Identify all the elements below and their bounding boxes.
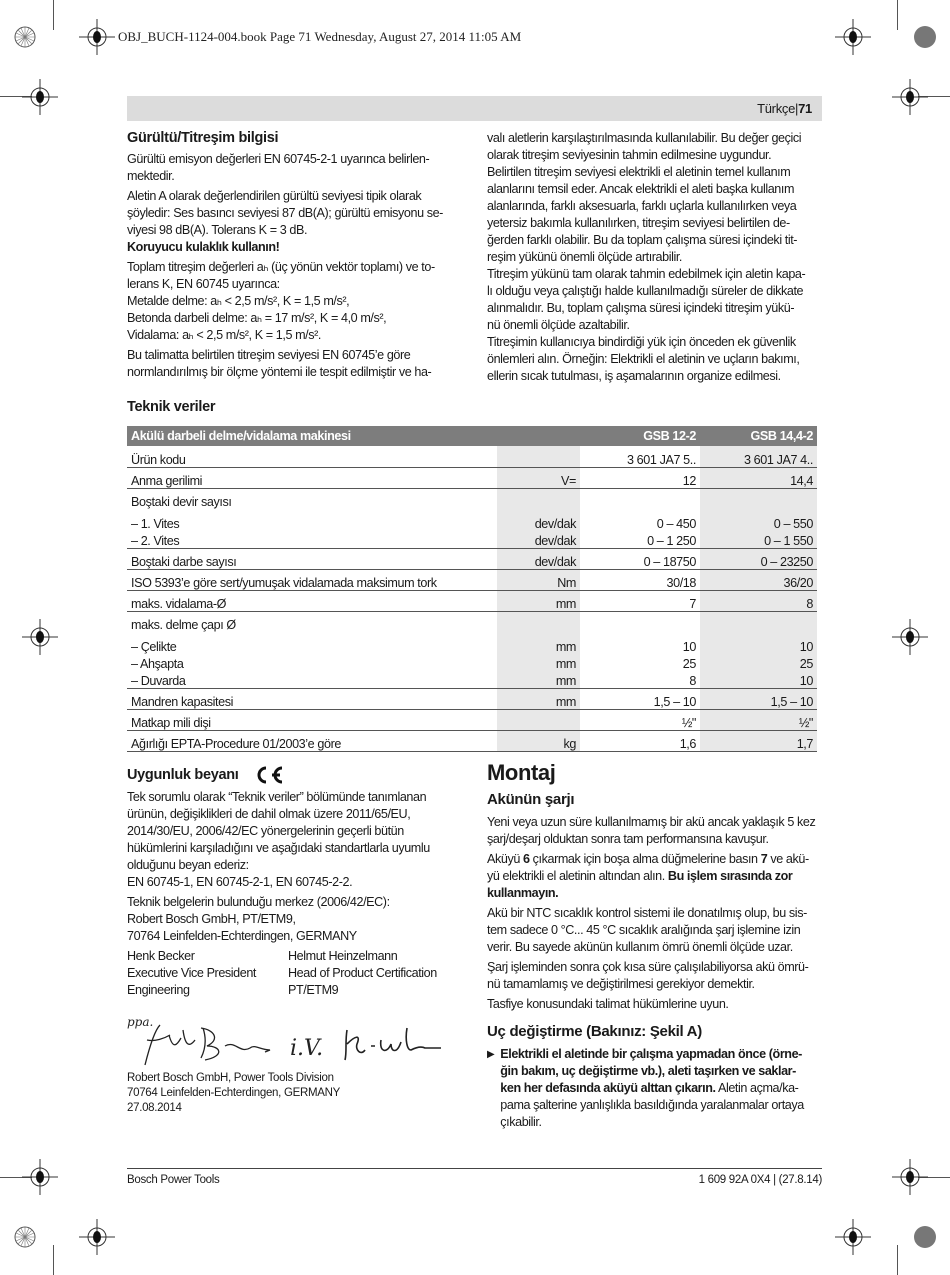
- table-row: [127, 590, 817, 611]
- row-unit: [497, 446, 580, 467]
- value-gsb-14-4-2: 10: [700, 671, 817, 688]
- signature-becker: [145, 1025, 270, 1065]
- table-subrow: [127, 671, 817, 688]
- table-header-row: [127, 426, 817, 446]
- battery-ref: 6: [522, 852, 530, 866]
- ce-mark-icon: [253, 765, 285, 785]
- registration-target-icon: [22, 1159, 58, 1195]
- registration-target-icon: [79, 1219, 115, 1255]
- section-title: Montaj: [487, 760, 556, 785]
- value-gsb-14-4-2: 36/20: [700, 569, 817, 590]
- row-unit: mm: [497, 632, 580, 654]
- row-label: maks. vidalama-Ø: [127, 590, 497, 611]
- row-unit: dev/dak: [497, 531, 580, 548]
- registration-target-icon: [22, 79, 58, 115]
- tech-data-table: [127, 426, 817, 752]
- iv-annotation: i.V.: [290, 1036, 324, 1061]
- paragraph: Aletin A olarak değerlendirilen gürültü seviyesi tipik olarak şöyledir: Ses basıncı seviyesi 87 dB(A); gürültü emisyonu se- viyesi 98 dB(A). Tolerans K = 3 dB.: [127, 189, 443, 237]
- signatures: [125, 1010, 445, 1070]
- row-label: Anma gerilimi: [127, 467, 497, 488]
- text: ve akü- yü elektrikli el aletinin altından alın.: [487, 852, 809, 883]
- value-gsb-12-2: 30/18: [580, 569, 700, 590]
- value-gsb-12-2: 1,5 – 10: [580, 688, 700, 709]
- footer-left: Bosch Power Tools: [127, 1174, 220, 1186]
- value-gsb-12-2: ½": [580, 709, 700, 730]
- value-gsb-12-2: 10: [682, 640, 696, 654]
- table-row: [127, 569, 817, 590]
- value-gsb-12-2: 25: [682, 657, 696, 671]
- value-gsb-12-2: 0 – 450: [656, 517, 696, 531]
- value-gsb-12-2: [580, 611, 700, 632]
- noise-section-right: [487, 130, 827, 388]
- gray-circle-icon: [914, 1226, 936, 1248]
- table-row: [127, 688, 817, 709]
- row-label: Matkap mili dişi: [127, 709, 497, 730]
- row-label: maks. delme çapı Ø: [131, 618, 236, 632]
- value-gsb-14-4-2: 25: [700, 654, 817, 671]
- signer-2: Helmut Heinzelmann Head of Product Certification PT/ETM9: [288, 949, 437, 997]
- value-gsb-14-4-2: [700, 611, 817, 632]
- value-gsb-12-2: 0 – 18750: [580, 548, 700, 569]
- registration-target-icon: [892, 79, 928, 115]
- value-gsb-12-2: 8: [580, 671, 700, 688]
- table-row: [127, 611, 817, 632]
- row-unit: dev/dak: [497, 548, 580, 569]
- tech-title-wrap: [127, 399, 215, 420]
- value-gsb-14-4-2: 0 – 550: [700, 509, 817, 531]
- warning: Elektrikli el aletinde bir çalışma yapmadan önce (örne- ğin bakım, uç değiştirme vb.), aleti taşırken ve saklar- ken her defasında aküyü alttan çıkarın.: [500, 1047, 802, 1095]
- warning: Bu işlem sırasında zor kullanmayın.: [487, 869, 793, 900]
- page-header: [127, 96, 822, 121]
- montaj-section: [487, 760, 832, 1134]
- paragraph: valı aletlerin karşılaştırılmasında kullanılabilir. Bu değer geçici olarak titreşim seviyesinin tahmin edilmesine uygundur. Belirtilen titreşim seviyesi elektrikli el aletinin temel kullanım alanlarını temsil eder. Ancak elektrikli el aleti başka kullanım alanlarında, farklı aksesuarla, farklı uçlarla kullanılırken veya yetersiz bakımla kullanılırken, titreşim seviyesi belirtilen de- ğerden farklı olabilir. Bu da toplam çalışma süresi içindeki tit- reşim yükünü önemli ölçüde artırabilir. Titreşim yükünü tam olarak tahmin edebilmek için aletin kapa- lı olduğu veya çalıştığı halde kullanılmadığı süreler de dikkate alınmalıdır. Bu, toplam çalışma süresi içindeki titreşim yükü- nü önemli ölçüde azaltabilir. Titreşimin kullanıcıya bindirdiği yük için önceden ek güvenlik önlemleri alın. Örneğin: Elektrikli el aletinin ve uçların bakımı, ellerin sıcak tutulması, iş aşamalarının organize edilmesi.: [487, 131, 806, 383]
- button-ref: 7: [760, 852, 768, 866]
- section-title: Uygunluk beyanı: [127, 766, 239, 783]
- table-row: [127, 488, 817, 509]
- value-gsb-12-2: 1,6: [580, 730, 700, 751]
- value-gsb-14-4-2: ½": [700, 709, 817, 730]
- text: Aletin açma/ka- pama şalterine yanlışlıkla basıldığında yaralanmalar ortaya çıkabilir.: [500, 1081, 804, 1129]
- row-label: Boştaki darbe sayısı: [127, 548, 497, 569]
- row-unit: mm: [497, 688, 580, 709]
- registration-target-icon: [79, 19, 115, 55]
- value-gsb-12-2: 0 – 1 250: [580, 531, 700, 548]
- row-label: – Çelikte: [131, 640, 177, 654]
- header-text: [757, 101, 812, 116]
- signature-heinzelmann: [345, 1028, 441, 1060]
- warning: Koruyucu kulaklık kullanın!: [127, 240, 280, 254]
- page-footer: [127, 1168, 822, 1186]
- bullet-text: [500, 1046, 804, 1131]
- row-unit: mm: [497, 654, 580, 671]
- row-unit: V=: [497, 467, 580, 488]
- section-title-row: [127, 765, 467, 785]
- table-row: [127, 467, 817, 488]
- registration-target-icon: [22, 619, 58, 655]
- starburst-icon: [15, 27, 35, 47]
- row-label: – 1. Vites: [131, 517, 180, 531]
- table-row: [127, 446, 817, 467]
- paragraph: Toplam titreşim değerleri aₕ (üç yönün vektör toplamı) ve to- lerans K, EN 60745 uyarınca: Metalde delme: aₕ < 2,5 m/s², K = 1,5 m/s², Betonda darbeli delme: aₕ = 17 m/s², K = 4,0 m/s², Vidalama: aₕ < 2,5 m/s², K = 1,5 m/s².: [127, 260, 435, 342]
- row-unit: mm: [497, 590, 580, 611]
- table-subrow: [127, 509, 817, 531]
- value-gsb-12-2: 3 601 JA7 5..: [580, 446, 700, 467]
- paragraph: [487, 851, 832, 902]
- value-gsb-14-4-2: 8: [700, 590, 817, 611]
- value-gsb-14-4-2: 0 – 23250: [700, 548, 817, 569]
- section-title: Teknik veriler: [127, 399, 216, 415]
- paragraph: Gürültü emisyon değerleri EN 60745-2-1 uyarınca belirlen- mektedir.: [127, 152, 430, 183]
- row-unit: dev/dak: [497, 509, 580, 531]
- signers: [127, 948, 467, 1002]
- value-gsb-12-2: [580, 488, 700, 509]
- paragraph: Teknik belgelerin bulunduğu merkez (2006/42/EC): Robert Bosch GmbH, PT/ETM9, 70764 Leinfelden-Echterdingen, GERMANY: [127, 895, 390, 943]
- table-row: [127, 548, 817, 569]
- subsection-title: Uç değiştirme (Bakınız: Şekil A): [487, 1023, 702, 1040]
- print-info: OBJ_BUCH-1124-004.book Page 71 Wednesday, August 27, 2014 11:05 AM: [118, 29, 522, 44]
- value-gsb-12-2: 12: [580, 467, 700, 488]
- column-header: Akülü darbeli delme/vidalama makinesi: [127, 426, 497, 446]
- row-label: Ağırlığı EPTA-Procedure 01/2003’e göre: [127, 730, 497, 751]
- column-header: GSB 14,4-2: [700, 426, 817, 446]
- section-title: Gürültü/Titreşim bilgisi: [127, 130, 279, 146]
- value-gsb-14-4-2: 10: [700, 632, 817, 654]
- paragraph: Yeni veya uzun süre kullanılmamış bir akü ancak yaklaşık 5 kez şarj/deşarj olduktan sonra tam performansına kavuşur.: [487, 815, 816, 846]
- row-label: Ürün kodu: [127, 446, 497, 467]
- starburst-icon: [15, 1227, 35, 1247]
- footer-right: 1 609 92A 0X4 | (27.8.14): [698, 1174, 822, 1186]
- paragraph: Tasfiye konusundaki talimat hükümlerine uyun.: [487, 997, 729, 1011]
- row-unit: kg: [497, 730, 580, 751]
- registration-target-icon: [835, 19, 871, 55]
- registration-target-icon: [892, 1159, 928, 1195]
- ppa-annotation: ppa.: [127, 1015, 154, 1029]
- table-subrow: [127, 654, 817, 671]
- value-gsb-14-4-2: 14,4: [700, 467, 817, 488]
- row-label: – Ahşapta: [131, 657, 184, 671]
- row-label: – 2. Vites: [127, 531, 497, 548]
- subsection-title: Akünün şarjı: [487, 791, 575, 808]
- column-header: GSB 12-2: [580, 426, 700, 446]
- row-unit: Nm: [497, 569, 580, 590]
- gray-circle-icon: [914, 26, 936, 48]
- row-unit: mm: [497, 671, 580, 688]
- text: Aküyü: [487, 852, 523, 866]
- signer-1: Henk Becker Executive Vice President Engineering: [127, 949, 256, 997]
- value-gsb-14-4-2: 3 601 JA7 4..: [700, 446, 817, 467]
- row-label: Mandren kapasitesi: [127, 688, 497, 709]
- table-row: [127, 709, 817, 730]
- text: çıkarmak için boşa alma düğmelerine basın: [529, 852, 761, 866]
- paragraph: Bu talimatta belirtilen titreşim seviyesi EN 60745’e göre normlandırılmış bir ölçme yöntemi ile tespit edilmiştir ve ha-: [127, 348, 432, 379]
- bullet-item: [487, 1046, 832, 1134]
- value-gsb-14-4-2: 1,7: [700, 730, 817, 751]
- value-gsb-12-2: 7: [580, 590, 700, 611]
- row-label: ISO 5393’e göre sert/yumuşak vidalamada maksimum tork: [127, 569, 497, 590]
- table-row: [127, 730, 817, 751]
- page-number: 71: [798, 101, 812, 116]
- table-subrow: [127, 632, 817, 654]
- language-label: Türkçe: [757, 101, 796, 116]
- value-gsb-14-4-2: [700, 488, 817, 509]
- noise-section-left: [127, 130, 457, 384]
- row-unit: [497, 488, 580, 509]
- paragraph: Tek sorumlu olarak “Teknik veriler” bölümünde tanımlanan ürünün, değişiklikleri de dahil olmak üzere 2011/65/EU, 2014/30/EU, 2006/42/EC yönergelerinin geçerli bütün hükümlerini karşıladığını ve aşağıdaki standartlarla uyumlu olduğunu beyan ederiz: EN 60745-1, EN 60745-2-1, EN 60745-2-2.: [127, 790, 430, 889]
- registration-target-icon: [835, 1219, 871, 1255]
- bullet-arrow-icon: ▶: [487, 1049, 495, 1060]
- row-label: – Duvarda: [127, 671, 497, 688]
- row-unit: [497, 709, 580, 730]
- table-subrow: [127, 531, 817, 548]
- company-address: Robert Bosch GmbH, Power Tools Division 70764 Leinfelden-Echterdingen, GERMANY 27.08.2014: [127, 1072, 340, 1114]
- registration-target-icon: [892, 619, 928, 655]
- row-unit: [497, 611, 580, 632]
- paragraph: Akü bir NTC sıcaklık kontrol sistemi ile donatılmış olup, bu sis- tem sadece 0 °C... 45 °C sıcaklık aralığında şarj işlemine izin verir. Bu sayede akünün kullanım ömrü önemli ölçüde uzar.: [487, 906, 807, 954]
- column-header: [497, 426, 580, 446]
- row-label: Boştaki devir sayısı: [131, 495, 232, 509]
- paragraph: Şarj işleminden sonra çok kısa süre çalışılabiliyorsa akü ömrü- nü tamamlamış ve değiştirilmesi gerekiyor demektir.: [487, 960, 809, 991]
- conformity-section: [127, 765, 467, 1002]
- separator: |: [795, 101, 799, 116]
- value-gsb-14-4-2: 0 – 1 550: [700, 531, 817, 548]
- value-gsb-14-4-2: 1,5 – 10: [700, 688, 817, 709]
